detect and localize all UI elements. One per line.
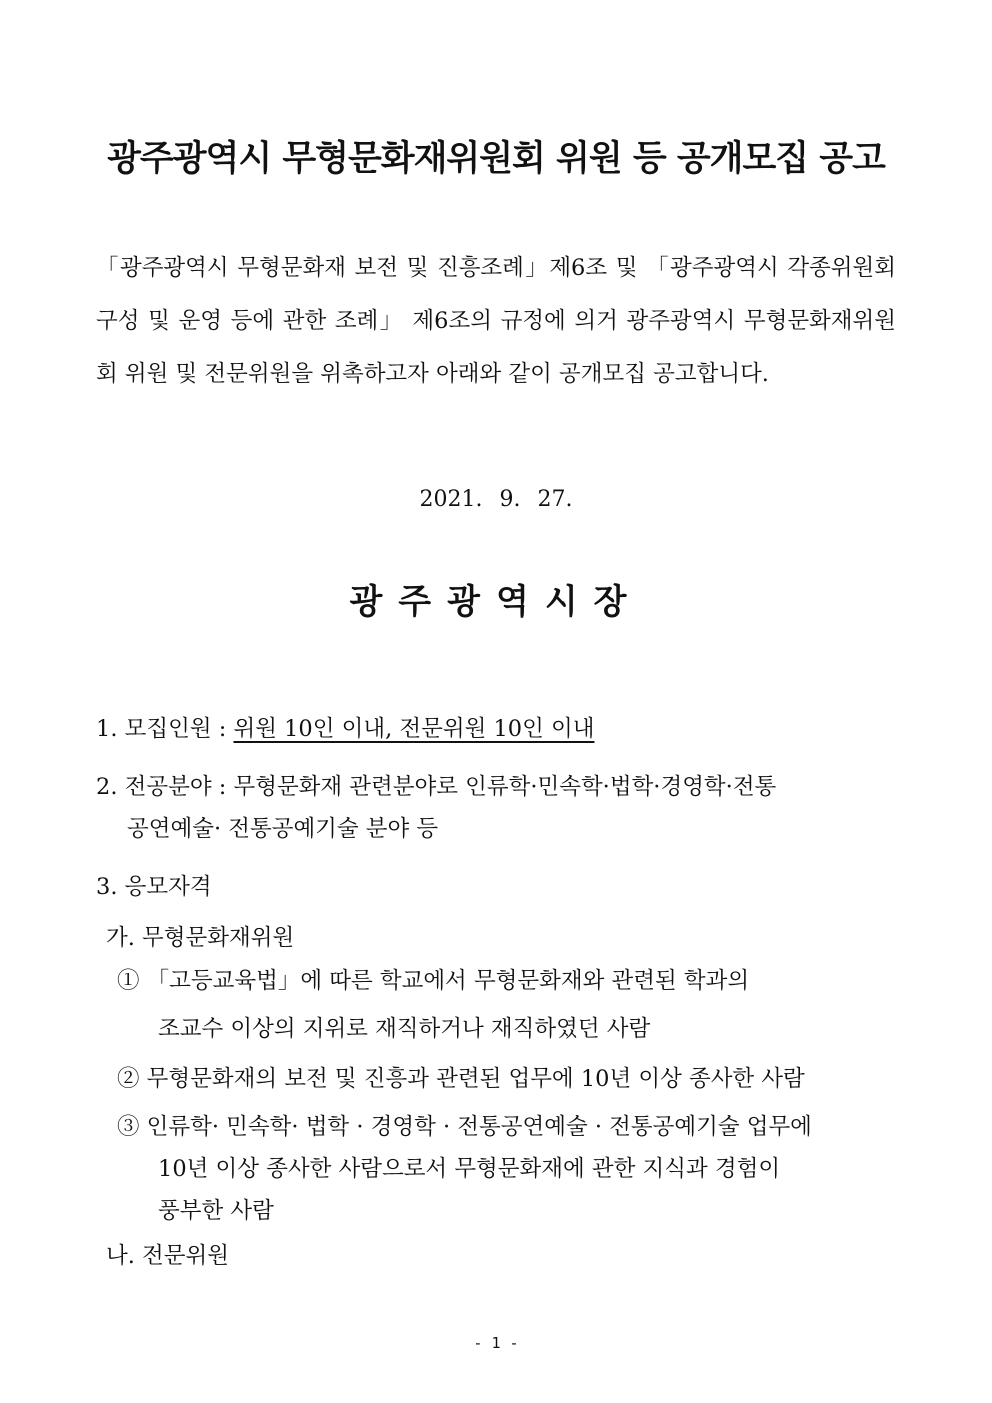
section-label: 응모자격 bbox=[124, 874, 212, 900]
section-label: 전공분야 : bbox=[124, 774, 227, 800]
item-marker: ② bbox=[117, 1066, 140, 1092]
section-qualification bbox=[96, 866, 212, 908]
notice-date: 2021. 9. 27. bbox=[419, 487, 573, 512]
section-field bbox=[96, 766, 776, 808]
item-marker: ③ bbox=[117, 1114, 140, 1140]
item-line: 10년 이상 종사한 사람으로서 무형문화재에 관한 지식과 경험이 bbox=[158, 1156, 781, 1182]
section-label: 모집인원 : bbox=[124, 716, 227, 742]
item-line: 무형문화재의 보전 및 진흥과 관련된 업무에 10년 이상 종사한 사람 bbox=[146, 1066, 805, 1092]
item-line: 「고등교육법」에 따른 학교에서 무형문화재와 관련된 학과의 bbox=[146, 968, 750, 994]
qualification-item-1 bbox=[117, 960, 749, 1002]
section-number: 1. bbox=[96, 716, 118, 742]
item-line: 풍부한 사람 bbox=[158, 1198, 274, 1224]
section-number: 3. bbox=[96, 874, 118, 900]
intro-paragraph: 「광주광역시 무형문화재 보전 및 진흥조례」제6조 및 「광주광역시 각종위원회 구성 및 운영 등에 관한 조례」 제6조의 규정에 의거 광주광역시 무형문화재위원회 위원 및 전문위원을 위촉하고자 아래와 같이 공개모집 공고합니다. bbox=[96, 255, 896, 387]
item-marker: ① bbox=[117, 968, 140, 994]
item-line: 조교수 이상의 지위로 재직하거나 재직하였던 사람 bbox=[158, 1016, 651, 1042]
item-line: 인류학· 민속학· 법학 · 경영학 · 전통공연예술 · 전통공예기술 업무에 bbox=[146, 1114, 812, 1140]
qualification-item-2 bbox=[117, 1058, 805, 1100]
signer-name: 광주광역시장 bbox=[349, 582, 643, 622]
field-value-line2: 공연예술· 전통공예기술 분야 등 bbox=[127, 816, 439, 842]
section-number: 2. bbox=[96, 774, 118, 800]
page-number: - 1 - bbox=[473, 1334, 519, 1352]
document-title: 광주광역시 무형문화재위원회 위원 등 공개모집 공고 bbox=[107, 139, 885, 179]
subsection-committee-member: 가. 무형문화재위원 bbox=[106, 925, 295, 951]
qualification-item-3 bbox=[117, 1106, 812, 1148]
field-value-line1: 무형문화재 관련분야로 인류학·민속학·법학·경영학·전통 bbox=[233, 774, 777, 800]
section-recruitment bbox=[96, 708, 594, 750]
recruitment-count: 위원 10인 이내, 전문위원 10인 이내 bbox=[233, 716, 595, 742]
subsection-expert-member: 나. 전문위원 bbox=[106, 1243, 229, 1269]
